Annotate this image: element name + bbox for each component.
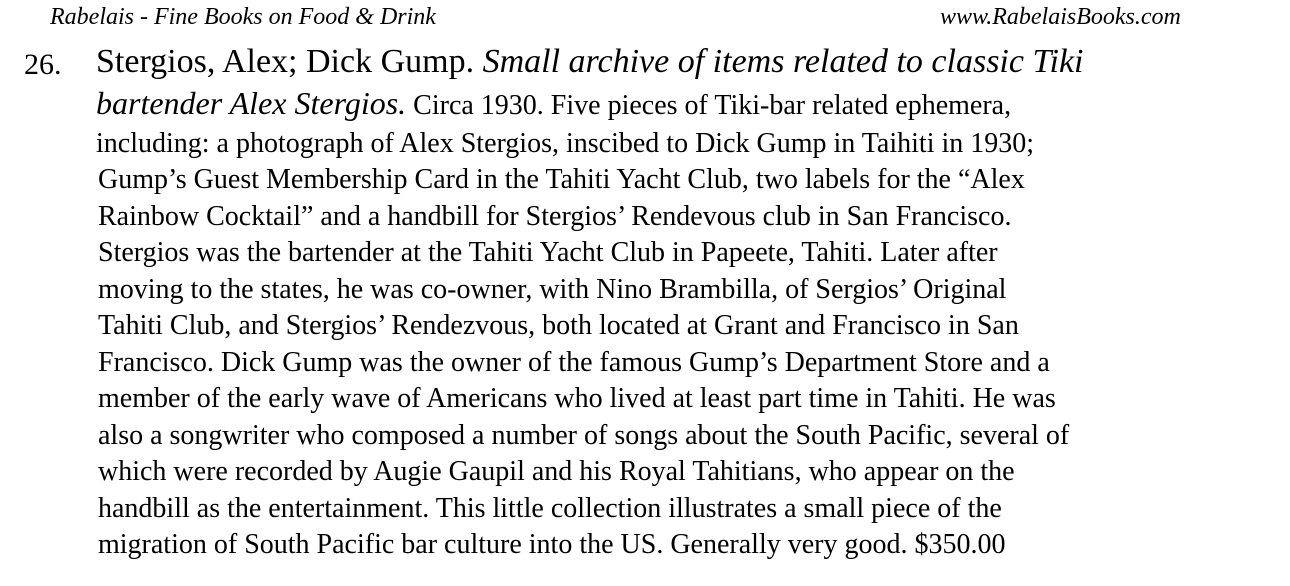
entry-description-line: which were recorded by Augie Gaupil and his Royal Tahitians, who appear on the: [98, 456, 1015, 487]
entry-title: Small archive of items related to classic Tiki: [482, 43, 1084, 80]
entry-description-line: Rainbow Cocktail” and a handbill for Stergios’ Rendevous club in San Francisco.: [98, 201, 1012, 232]
entry-line-2: [96, 85, 1011, 124]
entry-description-line: Gump’s Guest Membership Card in the Tahiti Yacht Club, two labels for the “Alex: [98, 164, 1025, 195]
entry-description-line: also a songwriter who composed a number of songs about the South Pacific, several of: [98, 420, 1070, 451]
entry-price-line: migration of South Pacific bar culture into the US. Generally very good. $350.00: [98, 529, 1006, 560]
page-header: [0, 2, 1290, 36]
bookseller-name: Rabelais - Fine Books on Food & Drink: [50, 4, 436, 30]
entry-description-line: Circa 1930. Five pieces of Tiki-bar related ephemera,: [413, 90, 1012, 121]
entry-description-line: Francisco. Dick Gump was the owner of the famous Gump’s Department Store and a: [98, 347, 1050, 378]
entry-description-line: moving to the states, he was co-owner, with Nino Brambilla, of Sergios’ Original: [98, 274, 1007, 305]
entry-description-line: including: a photograph of Alex Stergios, inscibed to Dick Gump in Taihiti in 1930;: [96, 128, 1035, 159]
entry-title-line: [96, 42, 1084, 82]
entry-description-line: handbill as the entertainment. This little collection illustrates a small piece of the: [98, 493, 1002, 524]
entry-description-line: Tahiti Club, and Stergios’ Rendezvous, both located at Grant and Francisco in San: [98, 310, 1019, 341]
entry-number: 26.: [24, 48, 62, 81]
bookseller-website[interactable]: www.RabelaisBooks.com: [940, 4, 1181, 30]
entry-description-line: member of the early wave of Americans who lived at least part time in Tahiti. He was: [98, 383, 1056, 414]
entry-author: Stergios, Alex; Dick Gump.: [96, 43, 475, 80]
entry-title-continued: bartender Alex Stergios.: [96, 85, 407, 121]
entry-description-line: Stergios was the bartender at the Tahiti Yacht Club in Papeete, Tahiti. Later after: [98, 237, 998, 268]
